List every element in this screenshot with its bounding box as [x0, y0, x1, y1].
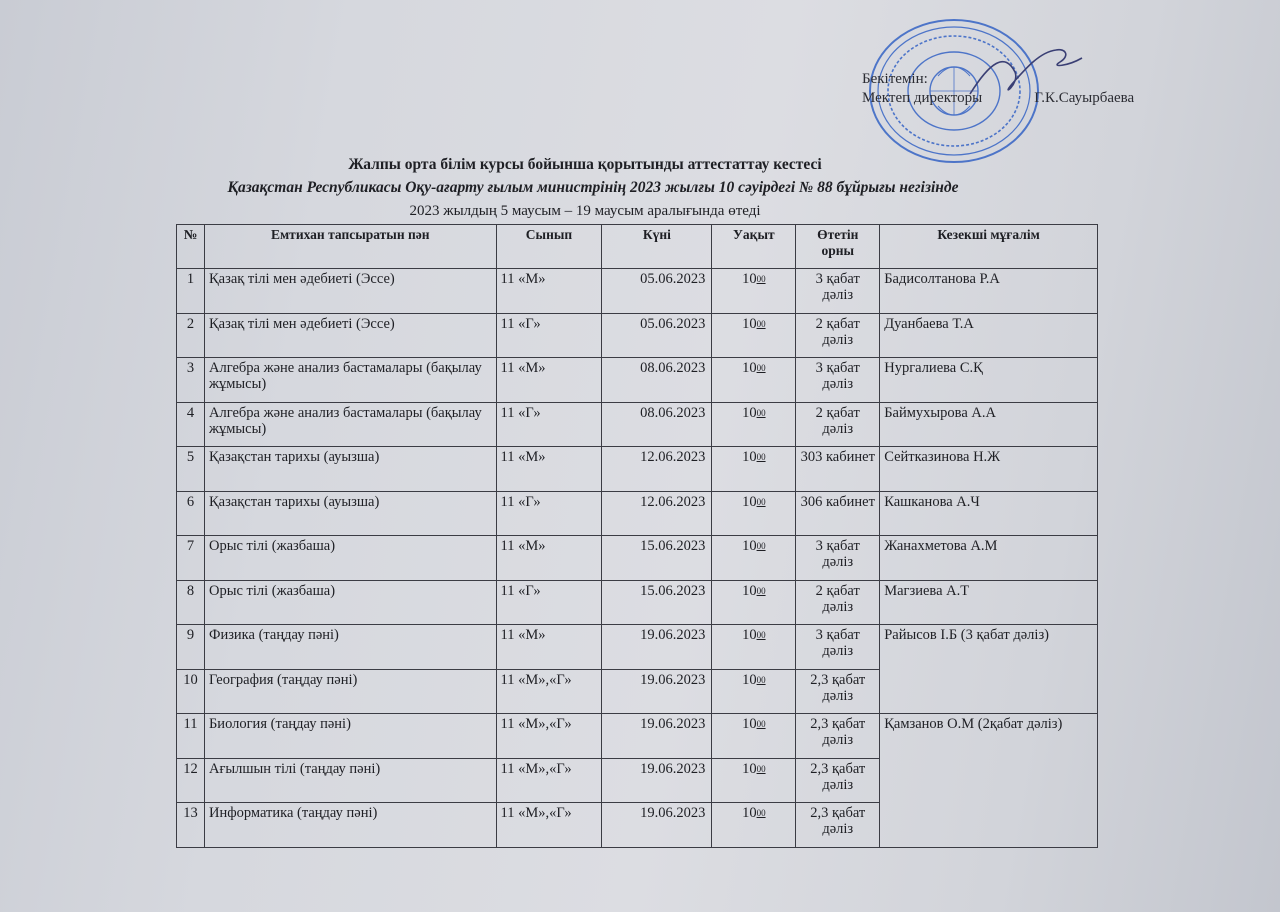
time-minutes: 00	[756, 496, 766, 507]
row-time	[712, 803, 796, 848]
row-teacher: Баймухырова А.А	[880, 402, 1098, 447]
row-subject: Қазақ тілі мен әдебиеті (Эссе)	[204, 269, 496, 314]
row-time	[712, 358, 796, 403]
time-minutes: 00	[756, 630, 766, 640]
row-time	[712, 269, 796, 314]
row-teacher: Нургалиева С.Қ	[880, 358, 1098, 403]
time-hour: 10	[742, 449, 757, 465]
row-place: 2,3 қабат дәліз	[796, 803, 880, 848]
time-minutes: 00	[756, 719, 766, 729]
table-row	[177, 580, 1098, 625]
time-minutes: 00	[756, 763, 766, 774]
row-place: 303 кабинет	[796, 447, 880, 492]
approval-position: Мектеп директоры	[862, 90, 983, 106]
row-date: 08.06.2023	[602, 402, 712, 447]
row-class: 11 «Г»	[496, 580, 602, 625]
row-teacher: Сейтказинова Н.Ж	[880, 447, 1098, 492]
time-minutes: 00	[756, 541, 766, 551]
row-place: 2,3 қабат дәліз	[796, 669, 880, 714]
row-class: 11 «М»	[496, 625, 602, 670]
row-subject: Орыс тілі (жазбаша)	[204, 536, 496, 581]
row-number: 5	[177, 447, 205, 492]
row-place: 3 қабат дәліз	[796, 625, 880, 670]
header-class: Сынып	[496, 225, 602, 269]
row-teacher: Райысов І.Б (3 қабат дәліз)	[880, 625, 1098, 714]
row-subject: Алгебра және анализ бастамалары (бақылау жұмысы)	[204, 358, 496, 403]
table-row	[177, 313, 1098, 358]
time-hour: 10	[742, 493, 757, 510]
row-class: 11 «М»,«Г»	[496, 803, 602, 848]
row-subject: Физика (таңдау пәні)	[204, 625, 496, 670]
row-subject: Қазақстан тарихы (ауызша)	[204, 491, 496, 536]
table-row	[177, 358, 1098, 403]
row-number: 12	[177, 758, 205, 803]
row-date: 19.06.2023	[602, 803, 712, 848]
row-number: 10	[177, 669, 205, 714]
approval-label: Бекітемін:	[862, 71, 928, 87]
row-class: 11 «М»	[496, 447, 602, 492]
time-hour: 10	[742, 360, 757, 376]
time-minutes: 00	[756, 452, 766, 462]
time-minutes: 00	[756, 808, 766, 818]
row-date: 12.06.2023	[602, 447, 712, 492]
row-time	[712, 536, 796, 581]
row-class: 11 «М»	[496, 536, 602, 581]
row-subject: Информатика (таңдау пәні)	[204, 803, 496, 848]
row-subject: Биология (таңдау пәні)	[204, 714, 496, 759]
table-row	[177, 269, 1098, 314]
row-number: 9	[177, 625, 205, 670]
row-teacher: Жанахметова А.М	[880, 536, 1098, 581]
table-row	[177, 536, 1098, 581]
time-hour: 10	[742, 627, 757, 643]
row-class: 11 «М»	[496, 269, 602, 314]
row-place: 3 қабат дәліз	[796, 536, 880, 581]
row-time	[712, 758, 796, 803]
row-class: 11 «М»,«Г»	[496, 669, 602, 714]
row-number: 11	[177, 714, 205, 759]
row-subject: Қазақ тілі мен әдебиеті (Эссе)	[204, 313, 496, 358]
header-date: Күні	[602, 225, 712, 269]
row-teacher: Кашканова А.Ч	[880, 491, 1098, 536]
row-date: 19.06.2023	[602, 714, 712, 759]
row-date: 15.06.2023	[602, 536, 712, 581]
table-header-row	[177, 225, 1098, 269]
row-subject: Ағылшын тілі (таңдау пәні)	[204, 758, 496, 803]
row-teacher: Бадисолтанова Р.А	[880, 269, 1098, 314]
row-place: 2 қабат дәліз	[796, 402, 880, 447]
document-period: 2023 жылдың 5 маусым – 19 маусым аралығында өтеді	[409, 203, 761, 219]
approval-block	[862, 70, 1134, 108]
row-class: 11 «М»,«Г»	[496, 758, 602, 803]
time-minutes: 00	[756, 274, 766, 284]
row-teacher: Қамзанов О.М (2қабат дәліз)	[880, 714, 1098, 848]
row-time	[712, 491, 796, 536]
table-row	[177, 447, 1098, 492]
header-time: Уақыт	[712, 225, 796, 269]
time-minutes: 00	[756, 585, 766, 596]
time-minutes: 00	[756, 363, 766, 373]
row-teacher: Дуанбаева Т.А	[880, 313, 1098, 358]
row-date: 19.06.2023	[602, 625, 712, 670]
row-time	[712, 447, 796, 492]
table-row	[177, 402, 1098, 447]
row-number: 8	[177, 580, 205, 625]
row-time	[712, 714, 796, 759]
row-class: 11 «Г»	[496, 402, 602, 447]
header-place: Өтетін орны	[796, 225, 880, 269]
table-row	[177, 714, 1098, 759]
row-time	[712, 669, 796, 714]
director-name: Г.К.Сауырбаева	[1034, 90, 1135, 106]
row-place: 2,3 қабат дәліз	[796, 714, 880, 759]
row-time	[712, 402, 796, 447]
exam-schedule-table	[176, 224, 1098, 848]
time-hour: 10	[742, 315, 757, 332]
row-class: 11 «М»,«Г»	[496, 714, 602, 759]
row-date: 19.06.2023	[602, 758, 712, 803]
row-place: 306 кабинет	[796, 491, 880, 536]
row-date: 05.06.2023	[602, 269, 712, 314]
row-number: 2	[177, 313, 205, 358]
row-teacher: Магзиева А.Т	[880, 580, 1098, 625]
time-minutes: 00	[756, 674, 766, 685]
row-number: 7	[177, 536, 205, 581]
time-minutes: 00	[756, 318, 766, 329]
row-date: 19.06.2023	[602, 669, 712, 714]
row-date: 12.06.2023	[602, 491, 712, 536]
row-number: 13	[177, 803, 205, 848]
row-date: 05.06.2023	[602, 313, 712, 358]
header-subject: Емтихан тапсыратын пән	[204, 225, 496, 269]
row-place: 3 қабат дәліз	[796, 269, 880, 314]
row-class: 11 «М»	[496, 358, 602, 403]
time-hour: 10	[742, 671, 757, 688]
row-class: 11 «Г»	[496, 313, 602, 358]
row-place: 3 қабат дәліз	[796, 358, 880, 403]
row-place: 2 қабат дәліз	[796, 580, 880, 625]
row-number: 3	[177, 358, 205, 403]
document-title: Жалпы орта білім курсы бойынша қорытынды аттестаттау кестесі	[348, 156, 822, 173]
table-row	[177, 491, 1098, 536]
header-num: №	[177, 225, 205, 269]
row-number: 1	[177, 269, 205, 314]
row-time	[712, 580, 796, 625]
header-teacher: Кезекші мұғалім	[880, 225, 1098, 269]
row-subject: География (таңдау пәні)	[204, 669, 496, 714]
document-basis: Қазақстан Республикасы Оқу-ағарту ғылым министрінің 2023 жылғы 10 сәуірдегі № 88 бұйрығы негізінде	[227, 179, 959, 196]
time-hour: 10	[742, 538, 757, 554]
row-number: 6	[177, 491, 205, 536]
row-class: 11 «Г»	[496, 491, 602, 536]
time-hour: 10	[742, 716, 757, 732]
row-place: 2,3 қабат дәліз	[796, 758, 880, 803]
time-hour: 10	[742, 760, 757, 777]
row-place: 2 қабат дәліз	[796, 313, 880, 358]
table-row	[177, 625, 1098, 670]
row-subject: Қазақстан тарихы (ауызша)	[204, 447, 496, 492]
time-hour: 10	[742, 805, 757, 821]
time-hour: 10	[742, 271, 757, 287]
row-date: 08.06.2023	[602, 358, 712, 403]
row-subject: Орыс тілі (жазбаша)	[204, 580, 496, 625]
row-time	[712, 625, 796, 670]
row-number: 4	[177, 402, 205, 447]
time-hour: 10	[742, 582, 757, 599]
row-date: 15.06.2023	[602, 580, 712, 625]
row-subject: Алгебра және анализ бастамалары (бақылау жұмысы)	[204, 402, 496, 447]
row-time	[712, 313, 796, 358]
time-hour: 10	[742, 404, 757, 421]
time-minutes: 00	[756, 407, 766, 418]
